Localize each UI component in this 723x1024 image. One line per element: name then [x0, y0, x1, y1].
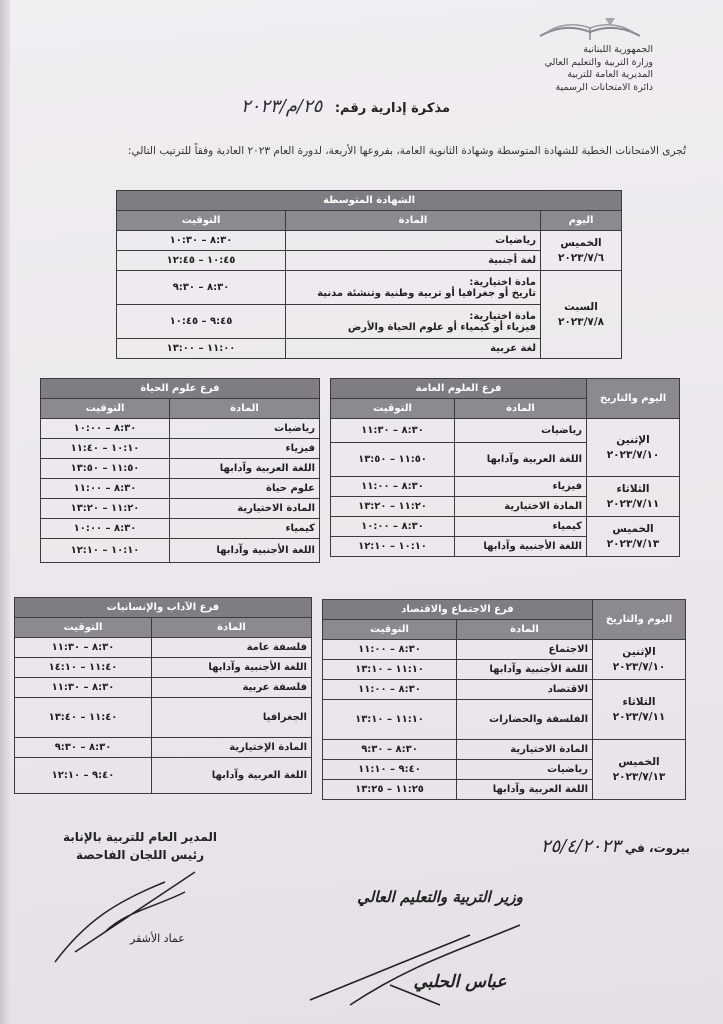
subject-cell: مادة اختيارية: تاريخ أو جغرافيا أو تربية وطنية وتنشئة مدنية [286, 271, 541, 305]
subject-cell: المادة الاختيارية [457, 740, 593, 760]
subject-cell: فلسفة عربية [152, 678, 312, 698]
time-cell: ٨:٣٠ – ١١:٣٠ [15, 678, 152, 698]
subject-cell: الجغرافيا [152, 698, 312, 738]
subject-cell: فيزياء [170, 439, 320, 459]
time-cell: ٩:٤٠ – ١٢:١٠ [15, 758, 152, 794]
subject-cell: رياضيات [457, 760, 593, 780]
time-cell: ٨:٣٠ – ١١:٣٠ [15, 638, 152, 658]
subject-cell: اللغة الأجنبية وآدابها [457, 660, 593, 680]
subject-cell: الفلسفة والحضارات [457, 700, 593, 740]
time-cell: ٩:٤٠ – ١١:١٠ [323, 760, 457, 780]
place-date-label: بيروت، في [624, 841, 690, 855]
table-caption: فرع العلوم العامة [331, 379, 587, 399]
time-cell: ١٠:١٠ – ١١:٤٠ [41, 439, 170, 459]
day-cell: الخميس ٢٠٢٣/٧/٦ [541, 231, 622, 271]
column-header: التوقيت [323, 620, 457, 640]
time-cell: ١١:٤٠ – ١٤:١٠ [15, 658, 152, 678]
column-header: المادة [170, 399, 320, 419]
time-cell: ١٠:١٠ – ١٢:١٠ [331, 537, 455, 557]
minister-signature [290, 905, 550, 1015]
column-header: اليوم [541, 211, 622, 231]
column-header: التوقيت [331, 399, 455, 419]
time-cell: ٨:٣٠ – ١٠:٠٠ [41, 519, 170, 539]
subject-cell: الاجتماع [457, 640, 593, 660]
subject-cell: الاقتصاد [457, 680, 593, 700]
time-cell: ١١:٥٠ – ١٣:٥٠ [41, 459, 170, 479]
table-caption: فرع علوم الحياة [41, 379, 320, 399]
time-cell: ١١:٤٠ – ١٣:٤٠ [15, 698, 152, 738]
letterhead-line: الجمهورية اللبنانية [583, 44, 653, 55]
time-cell: ٨:٣٠ – ١٠:٣٠ [117, 231, 286, 251]
subject-cell: فلسفة عامة [152, 638, 312, 658]
table-caption: الشهادة المتوسطة [117, 191, 622, 211]
time-cell: ١١:٢٠ – ١٣:٢٠ [331, 497, 455, 517]
day-cell: الإثنين ٢٠٢٣/٧/١٠ [587, 419, 680, 477]
memo-number: ٢٥/م/٢٠٢٣ [241, 96, 323, 117]
literature-humanities-table [14, 597, 312, 794]
subject-cell: اللغة العربية وآدابها [457, 780, 593, 800]
subject-cell: المادة الإختيارية [152, 738, 312, 758]
subject-cell: لغة أجنبية [286, 251, 541, 271]
place-date-value: ٢٥/٤/٢٠٢٣ [540, 836, 621, 857]
ministry-logo-icon [535, 14, 645, 42]
minister-name: عباس الحلبي [413, 972, 507, 992]
subject-cell: رياضيات [455, 419, 587, 443]
column-header: التوقيت [15, 618, 152, 638]
subject-cell: رياضيات [170, 419, 320, 439]
letterhead-line: دائرة الامتحانات الرسمية [555, 81, 653, 93]
column-header: المادة [455, 399, 587, 419]
place-date [470, 836, 690, 857]
time-cell: ٨:٣٠ – ٩:٣٠ [323, 740, 457, 760]
director-title: المدير العام للتربية بالإنابة [63, 830, 217, 844]
sociology-economics-table [322, 599, 686, 800]
intro-paragraph: تُجرى الامتحانات الخطية للشهادة المتوسطة وشهادة الثانوية العامة، بفروعها الأربعة، لدورة العام ٢٠٢٣ العادية وفقاً للترتيب التالي: [127, 145, 686, 157]
time-cell: ١١:٠٠ – ١٣:٠٠ [117, 339, 286, 359]
general-sciences-table [330, 378, 680, 557]
time-cell: ٨:٣٠ – ١١:٠٠ [323, 640, 457, 660]
day-cell: الخميس ٢٠٢٣/٧/١٣ [593, 740, 686, 800]
subject-cell: كيمياء [170, 519, 320, 539]
letterhead-line: المديرية العامة للتربية [567, 69, 653, 80]
time-cell: ٨:٣٠ – ١٠:٠٠ [331, 517, 455, 537]
letterhead [453, 44, 653, 94]
column-header: المادة [286, 211, 541, 231]
time-cell: ٨:٣٠ – ١١:٠٠ [41, 479, 170, 499]
subject-cell: رياضيات [286, 231, 541, 251]
table-caption: فرع الآداب والإنسانيات [15, 598, 312, 618]
subject-cell: المادة الاختيارية [170, 499, 320, 519]
letterhead-line: وزارة التربية والتعليم العالي [544, 56, 653, 68]
subject-cell: اللغة الأجنبية وآدابها [455, 537, 587, 557]
time-cell: ١٠:١٠ – ١٢:١٠ [41, 539, 170, 563]
director-subtitle: رئيس اللجان الفاحصة [75, 848, 205, 862]
time-cell: ٨:٣٠ – ١١:٠٠ [323, 680, 457, 700]
column-header: التوقيت [41, 399, 170, 419]
time-cell: ٨:٣٠ – ١٠:٠٠ [41, 419, 170, 439]
time-cell: ٨:٣٠ – ٩:٣٠ [117, 271, 286, 305]
time-cell: ١١:٥٠ – ١٣:٥٠ [331, 443, 455, 477]
time-cell: ٨:٣٠ – ١١:٠٠ [331, 477, 455, 497]
column-header: اليوم والتاريخ [587, 379, 680, 419]
minister-title: وزير التربية والتعليم العالي [357, 888, 523, 906]
time-cell: ١٠:٤٥ – ١٢:٤٥ [117, 251, 286, 271]
time-cell: ٩:٤٥ – ١٠:٤٥ [117, 305, 286, 339]
day-cell: الإثنين ٢٠٢٣/٧/١٠ [593, 640, 686, 680]
brevet-table [116, 190, 622, 359]
subject-cell: اللغة الأجنبية وآدابها [170, 539, 320, 563]
subject-cell: اللغة العربية وآدابها [455, 443, 587, 477]
subject-cell: فيزياء [455, 477, 587, 497]
table-caption: فرع الاجتماع والاقتصاد [323, 600, 593, 620]
time-cell: ١١:٢٥ – ١٣:٢٥ [323, 780, 457, 800]
director-signature [45, 862, 205, 972]
life-sciences-table [40, 378, 320, 563]
column-header: المادة [457, 620, 593, 640]
subject-cell: مادة اختيارية: فيزياء أو كيمياء أو علوم الحياة والأرض [286, 305, 541, 339]
time-cell: ١١:١٠ – ١٣:١٠ [323, 700, 457, 740]
column-header: اليوم والتاريخ [593, 600, 686, 640]
director-name: عماد الأشقر [130, 932, 185, 945]
day-cell: الثلاثاء ٢٠٢٣/٧/١١ [587, 477, 680, 517]
subject-cell: المادة الاختيارية [455, 497, 587, 517]
time-cell: ١١:٢٠ – ١٣:٢٠ [41, 499, 170, 519]
subject-cell: لغة عربية [286, 339, 541, 359]
memo-title [190, 96, 450, 117]
column-header: التوقيت [117, 211, 286, 231]
time-cell: ٨:٣٠ – ٩:٣٠ [15, 738, 152, 758]
day-cell: الخميس ٢٠٢٣/٧/١٣ [587, 517, 680, 557]
memo-label: مذكرة إدارية رقم: [334, 101, 450, 116]
director-block [40, 828, 240, 864]
time-cell: ٨:٣٠ – ١١:٣٠ [331, 419, 455, 443]
day-cell: السبت ٢٠٢٣/٧/٨ [541, 271, 622, 359]
column-header: المادة [152, 618, 312, 638]
time-cell: ١١:١٠ – ١٣:١٠ [323, 660, 457, 680]
subject-cell: اللغة العربية وآدابها [152, 758, 312, 794]
subject-cell: كيمياء [455, 517, 587, 537]
day-cell: الثلاثاء ٢٠٢٣/٧/١١ [593, 680, 686, 740]
subject-cell: علوم حياة [170, 479, 320, 499]
subject-cell: اللغة الأجنبية وآدابها [152, 658, 312, 678]
subject-cell: اللغة العربية وآدابها [170, 459, 320, 479]
